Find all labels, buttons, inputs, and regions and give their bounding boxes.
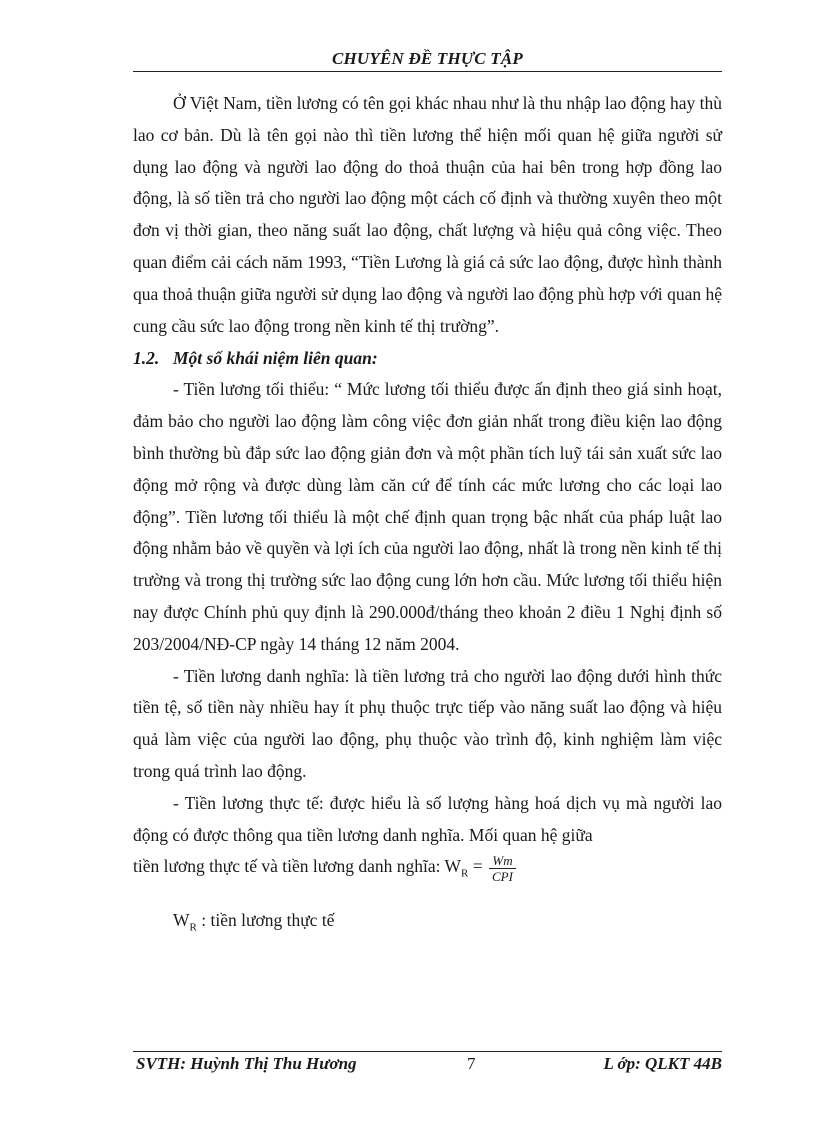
header-divider [133, 71, 722, 72]
formula-lead-text: tiền lương thực tế và tiền lương danh nghĩa: W [133, 856, 462, 877]
section-number: 1.2. [133, 348, 160, 369]
section-title: Một số khái niệm liên quan: [173, 348, 378, 369]
formula-denominator: CPI [492, 868, 513, 884]
page-header-title: CHUYÊN ĐỀ THỰC TẬP [331, 49, 524, 68]
intro-paragraph: Ở Việt Nam, tiền lương có tên gọi khác nhau như là thu nhập lao động hay thù lao cơ bản. Dù là tên gọi nào thì tiền lương thể hiện mối quan hệ giữa người sử dụng lao động và người lao động do thoả thuận của hai bên trong hợp đồng lao động, là số tiền trả cho người lao động một cách cố định và thường xuyên theo một đơn vị thời gian, theo năng suất lao động, chất lượng và hiệu quả công việc. Theo quan điểm cải cách năm 1993, “Tiền Lương là giá cả sức lao động, được hình thành qua thoả thuận giữa người sử dụng lao động và người lao động phù hợp với quan hệ cung cầu sức lao động trong nền kinh tế thị trường”. [133, 93, 722, 336]
page-footer [133, 1054, 722, 1078]
minimum-wage-paragraph: - Tiền lương tối thiểu: “ Mức lương tối thiểu được ấn định theo giá sinh hoạt, đảm bảo cho người lao động làm công việc đơn giản nhất trong điều kiện lao động bình thường bù đắp sức lao động giản đơn và một phần tích luỹ tái sản xuất sức lao động mở rộng và được dùng làm căn cứ để tính các mức lương cho các loại lao động”. Tiền lương tối thiểu là một chế định quan trọng bậc nhất của pháp luật lao động nhằm bảo về quyền và lợi ích của người lao động, nhất là trong nền kinh tế thị trường và trong thị trường sức lao động cung lớn hơn cầu. Mức lương tối thiểu hiện nay được Chính phủ quy định là 290.000đ/tháng theo khoản 2 điều 1 Nghị định số 203/2004/NĐ-CP ngày 14 tháng 12 năm 2004. [133, 379, 722, 654]
definition-subscript: R [189, 921, 197, 934]
real-wage-paragraph: - Tiền lương thực tế: được hiểu là số lượng hàng hoá dịch vụ mà người lao động có được thông qua tiền lương danh nghĩa. Mối quan hệ giữa [133, 792, 722, 845]
document-body [133, 88, 722, 945]
definition-symbol: W [173, 910, 190, 931]
nominal-wage-paragraph: - Tiền lương danh nghĩa: là tiền lương trả cho người lao động dưới hình thức tiền tệ, số tiền này nhiều hay ít phụ thuộc trực tiếp vào năng suất lao động và hiệu quả làm việc của người lao động, phụ thuộc vào trình độ, kinh nghiệm làm việc trong quá trình lao động. [133, 665, 722, 781]
footer-divider [133, 1051, 722, 1052]
page-number: 7 [467, 1054, 476, 1073]
formula-fraction [489, 853, 516, 884]
definition-text: : tiền lương thực tế [196, 910, 335, 931]
wage-formula-line [133, 851, 722, 901]
formula-equals: = [468, 856, 487, 877]
footer-author: SVTH: Huỳnh Thị Thu Hương [136, 1054, 357, 1073]
section-heading [133, 342, 722, 374]
formula-subscript: R [461, 867, 469, 880]
symbol-definition [133, 905, 722, 944]
footer-class-label: L ớp: QLKT 44B [603, 1054, 722, 1073]
formula-numerator: Wm [489, 853, 516, 869]
